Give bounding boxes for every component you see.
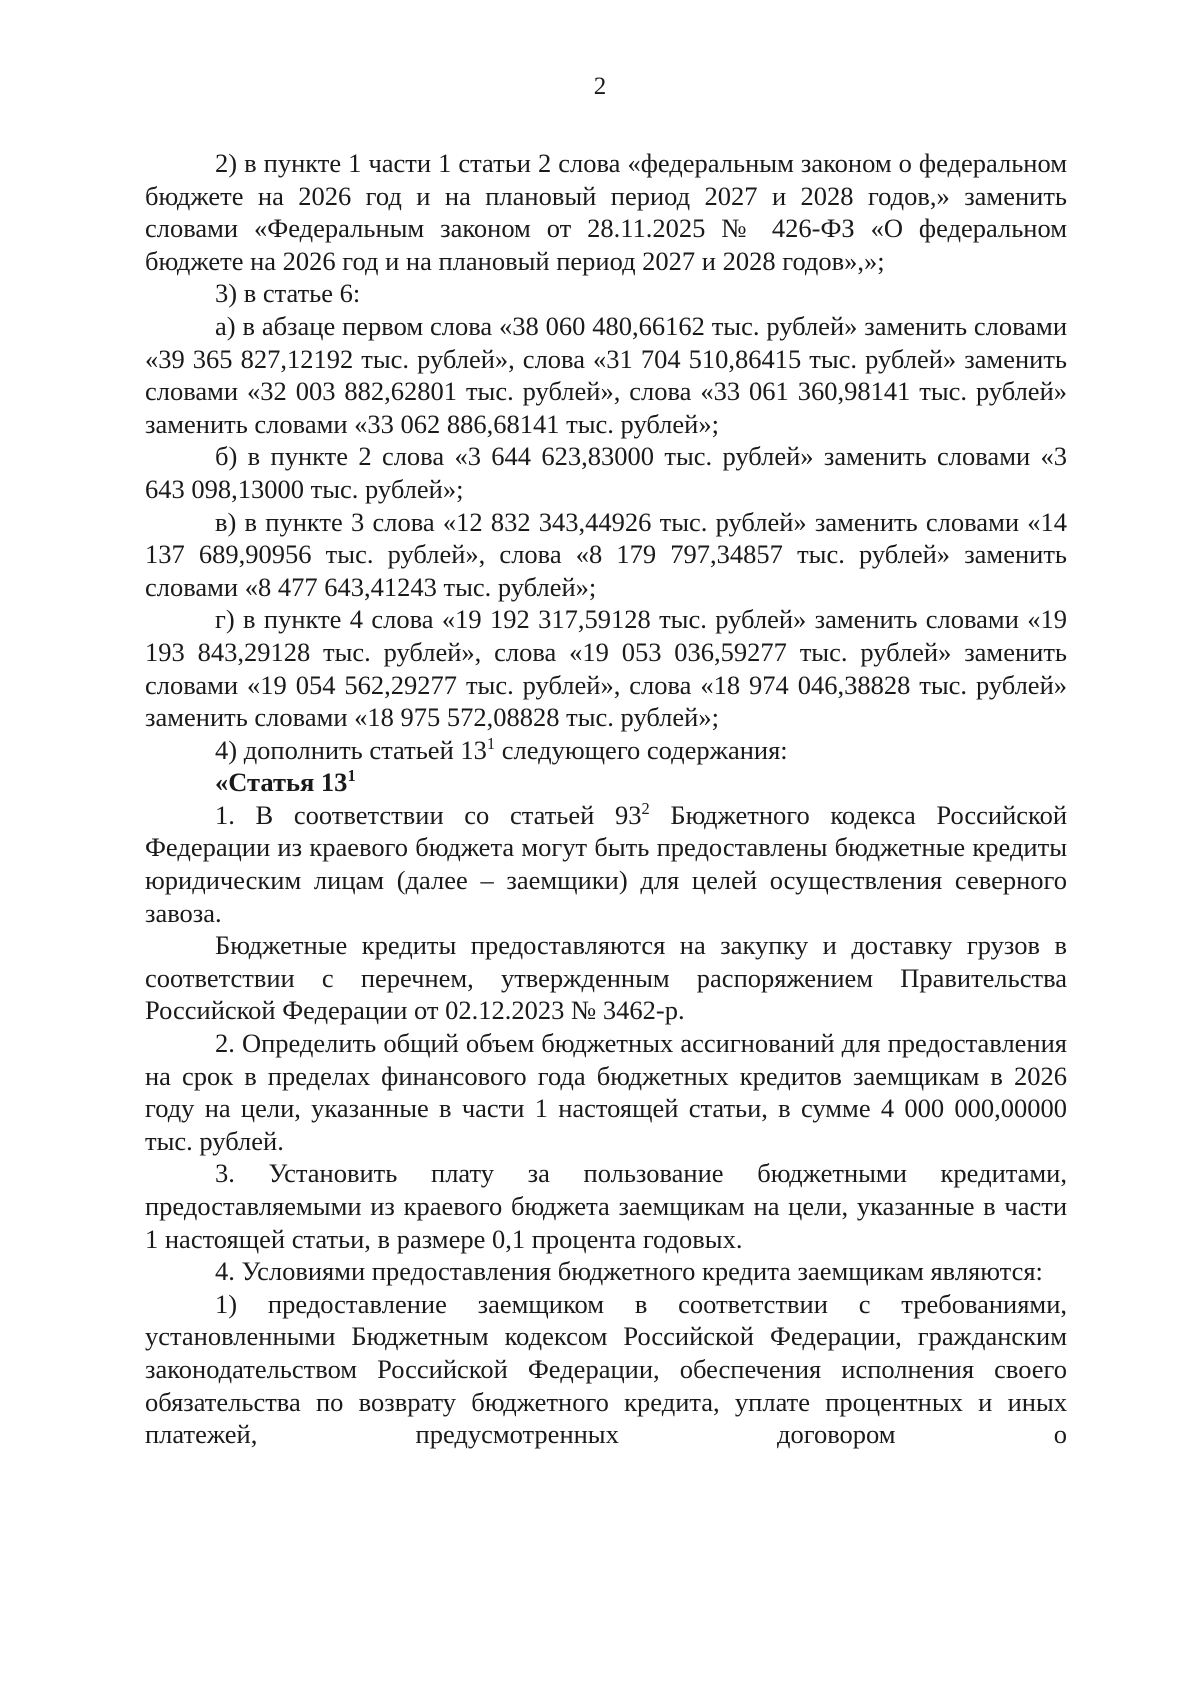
paragraph-amendment-4: 4) дополнить статьей $13^1$ следующего содержания: [215,733,788,765]
paragraph-article-part-3: 3. Установить плату за пользование бюджетными кредитами, предоставляемыми из краевого бюджета заемщикам на цели, указанные в части 1 настоящей статьи, в размере 0,1 процента годовых. [145,1158,1067,1254]
document-body [145,147,1067,1451]
superscript: 1 [486,733,496,753]
paragraph-amendment-2: 2) в пункте 1 части 1 статьи 2 слова «федеральным законом о федеральном бюджете на 2026 год и на плановый период 2027 и 2028 годов,» заменить словами «Федеральным законом от 28.11.2025 № 426-ФЗ «О федеральном бюджете на 2026 год и на плановый период 2027 и 2028 годов»,»; [145,148,1067,276]
paragraph-subitem-a: а) в абзаце первом слова «38 060 480,66162 тыс. рублей» заменить словами «39 365 827,12192 тыс. рублей», слова «31 704 510,86415 тыс. рублей» заменить словами «32 003 882,62801 тыс. рублей», слова «33 061 360,98141 тыс. рублей» заменить словами «33 062 886,68141 тыс. рублей»; [145,310,1067,439]
article-heading: «Статья $13^1$ [215,766,356,798]
paragraph-credit-purpose: Бюджетные кредиты предоставляются на закупку и доставку грузов в соответствии с перечнем, утвержденным распоряжением Правительства Российской Федерации от 02.12.2023 № 3462-р. [145,930,1067,1026]
superscript: 2 [641,798,650,818]
paragraph-subitem-b: б) в пункте 2 слова «3 644 623,83000 тыс. рублей» заменить словами «3 643 098,13000 тыс. рублей»; [145,441,1067,504]
paragraph-article-part-2: 2. Определить общий объем бюджетных ассигнований для предоставления на срок в пределах финансового года бюджетных кредитов заемщикам в 2026 году на цели, указанные в части 1 настоящей статьи, в сумме 4 000 000,00000 тыс. рублей. [145,1028,1067,1156]
paragraph-subitem-v: в) в пункте 3 слова «12 832 343,44926 тыс. рублей» заменить словами «14 137 689,90956 тыс. рублей», слова «8 179 797,34857 тыс. рублей» заменить словами «8 477 643,41243 тыс. рублей»; [145,506,1067,602]
paragraph-article-part-1: 1. В соответствии со статьей $93^2$ Бюджетного кодекса Российской Федерации из краевого бюджета могут быть предоставлены бюджетные кредиты юридическим лицам (далее – заемщики) для целей осуществления северного завоза. [145,798,1067,928]
paragraph-subitem-g: г) в пункте 4 слова «19 192 317,59128 тыс. рублей» заменить словами «19 193 843,29128 тыс. рублей», слова «19 053 036,59277 тыс. рублей» заменить словами «19 054 562,29277 тыс. рублей», слова «18 974 046,38828 тыс. рублей» заменить словами «18 975 572,08828 тыс. рублей»; [145,604,1067,733]
paragraph-amendment-3: 3) в статье 6: [215,278,361,309]
paragraph-article-part-4: 4. Условиями предоставления бюджетного кредита заемщикам являются: [215,1256,1043,1287]
superscript: 1 [347,766,356,786]
page-number: 2 [593,73,607,100]
paragraph-condition-1: 1) предоставление заемщиком в соответствии с требованиями, установленными Бюджетным кодексом Российской Федерации, гражданским законодательством Российской Федерации, обеспечения исполнения своего обязательства по возврату бюджетного кредита, уплате процентных и иных платежей, предусмотренных договором о [145,1288,1067,1450]
